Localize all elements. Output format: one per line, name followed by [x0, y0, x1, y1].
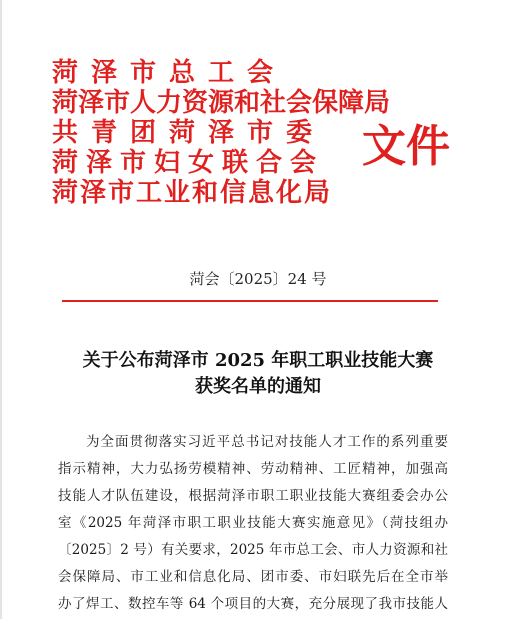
red-divider-line — [62, 300, 438, 302]
body-paragraph-line: 会保障局、市工业和信息化局、团市委、市妇联先后在全市举 — [58, 569, 448, 585]
issuer-hr-social-security: 菏泽市人力资源和社会保障局 — [52, 88, 391, 118]
notice-title-line-1: 关于公布菏泽市 2025 年职工职业技能大赛 — [82, 350, 434, 371]
document-word: 文件 — [362, 121, 450, 172]
document-number: 菏会〔2025〕24 号 — [189, 270, 327, 288]
body-paragraph-line: 指示精神，大力弘扬劳模精神、劳动精神、工匠精神，加强高 — [58, 461, 448, 477]
notice-title-line-2: 获奖名单的通知 — [195, 376, 321, 397]
issuer-womens-federation: 菏泽市妇女联合会 — [52, 148, 325, 178]
body-paragraph-line: 室《2025 年菏泽市职工职业技能大赛实施意见》（菏技组办 — [58, 515, 448, 531]
issuer-industry-it-bureau: 菏泽市工业和信息化局 — [52, 178, 333, 208]
body-paragraph-line: 技能人才队伍建设，根据菏泽市职工职业技能大赛组委会办公 — [58, 488, 448, 504]
issuing-agencies — [52, 58, 391, 208]
body-paragraph-line: 为全面贯彻落实习近平总书记对技能人才工作的系列重要 — [86, 434, 448, 450]
issuer-youth-league: 共青团菏泽市委 — [52, 118, 326, 148]
issuer-trade-union: 菏泽市总工会 — [52, 58, 287, 88]
body-paragraph-line: 办了焊工、数控车等 64 个项目的大赛，充分展现了我市技能人 — [58, 596, 448, 612]
body-paragraph-line: 〔2025〕2 号）有关要求，2025 年市总工会、市人力资源和社 — [58, 542, 448, 558]
